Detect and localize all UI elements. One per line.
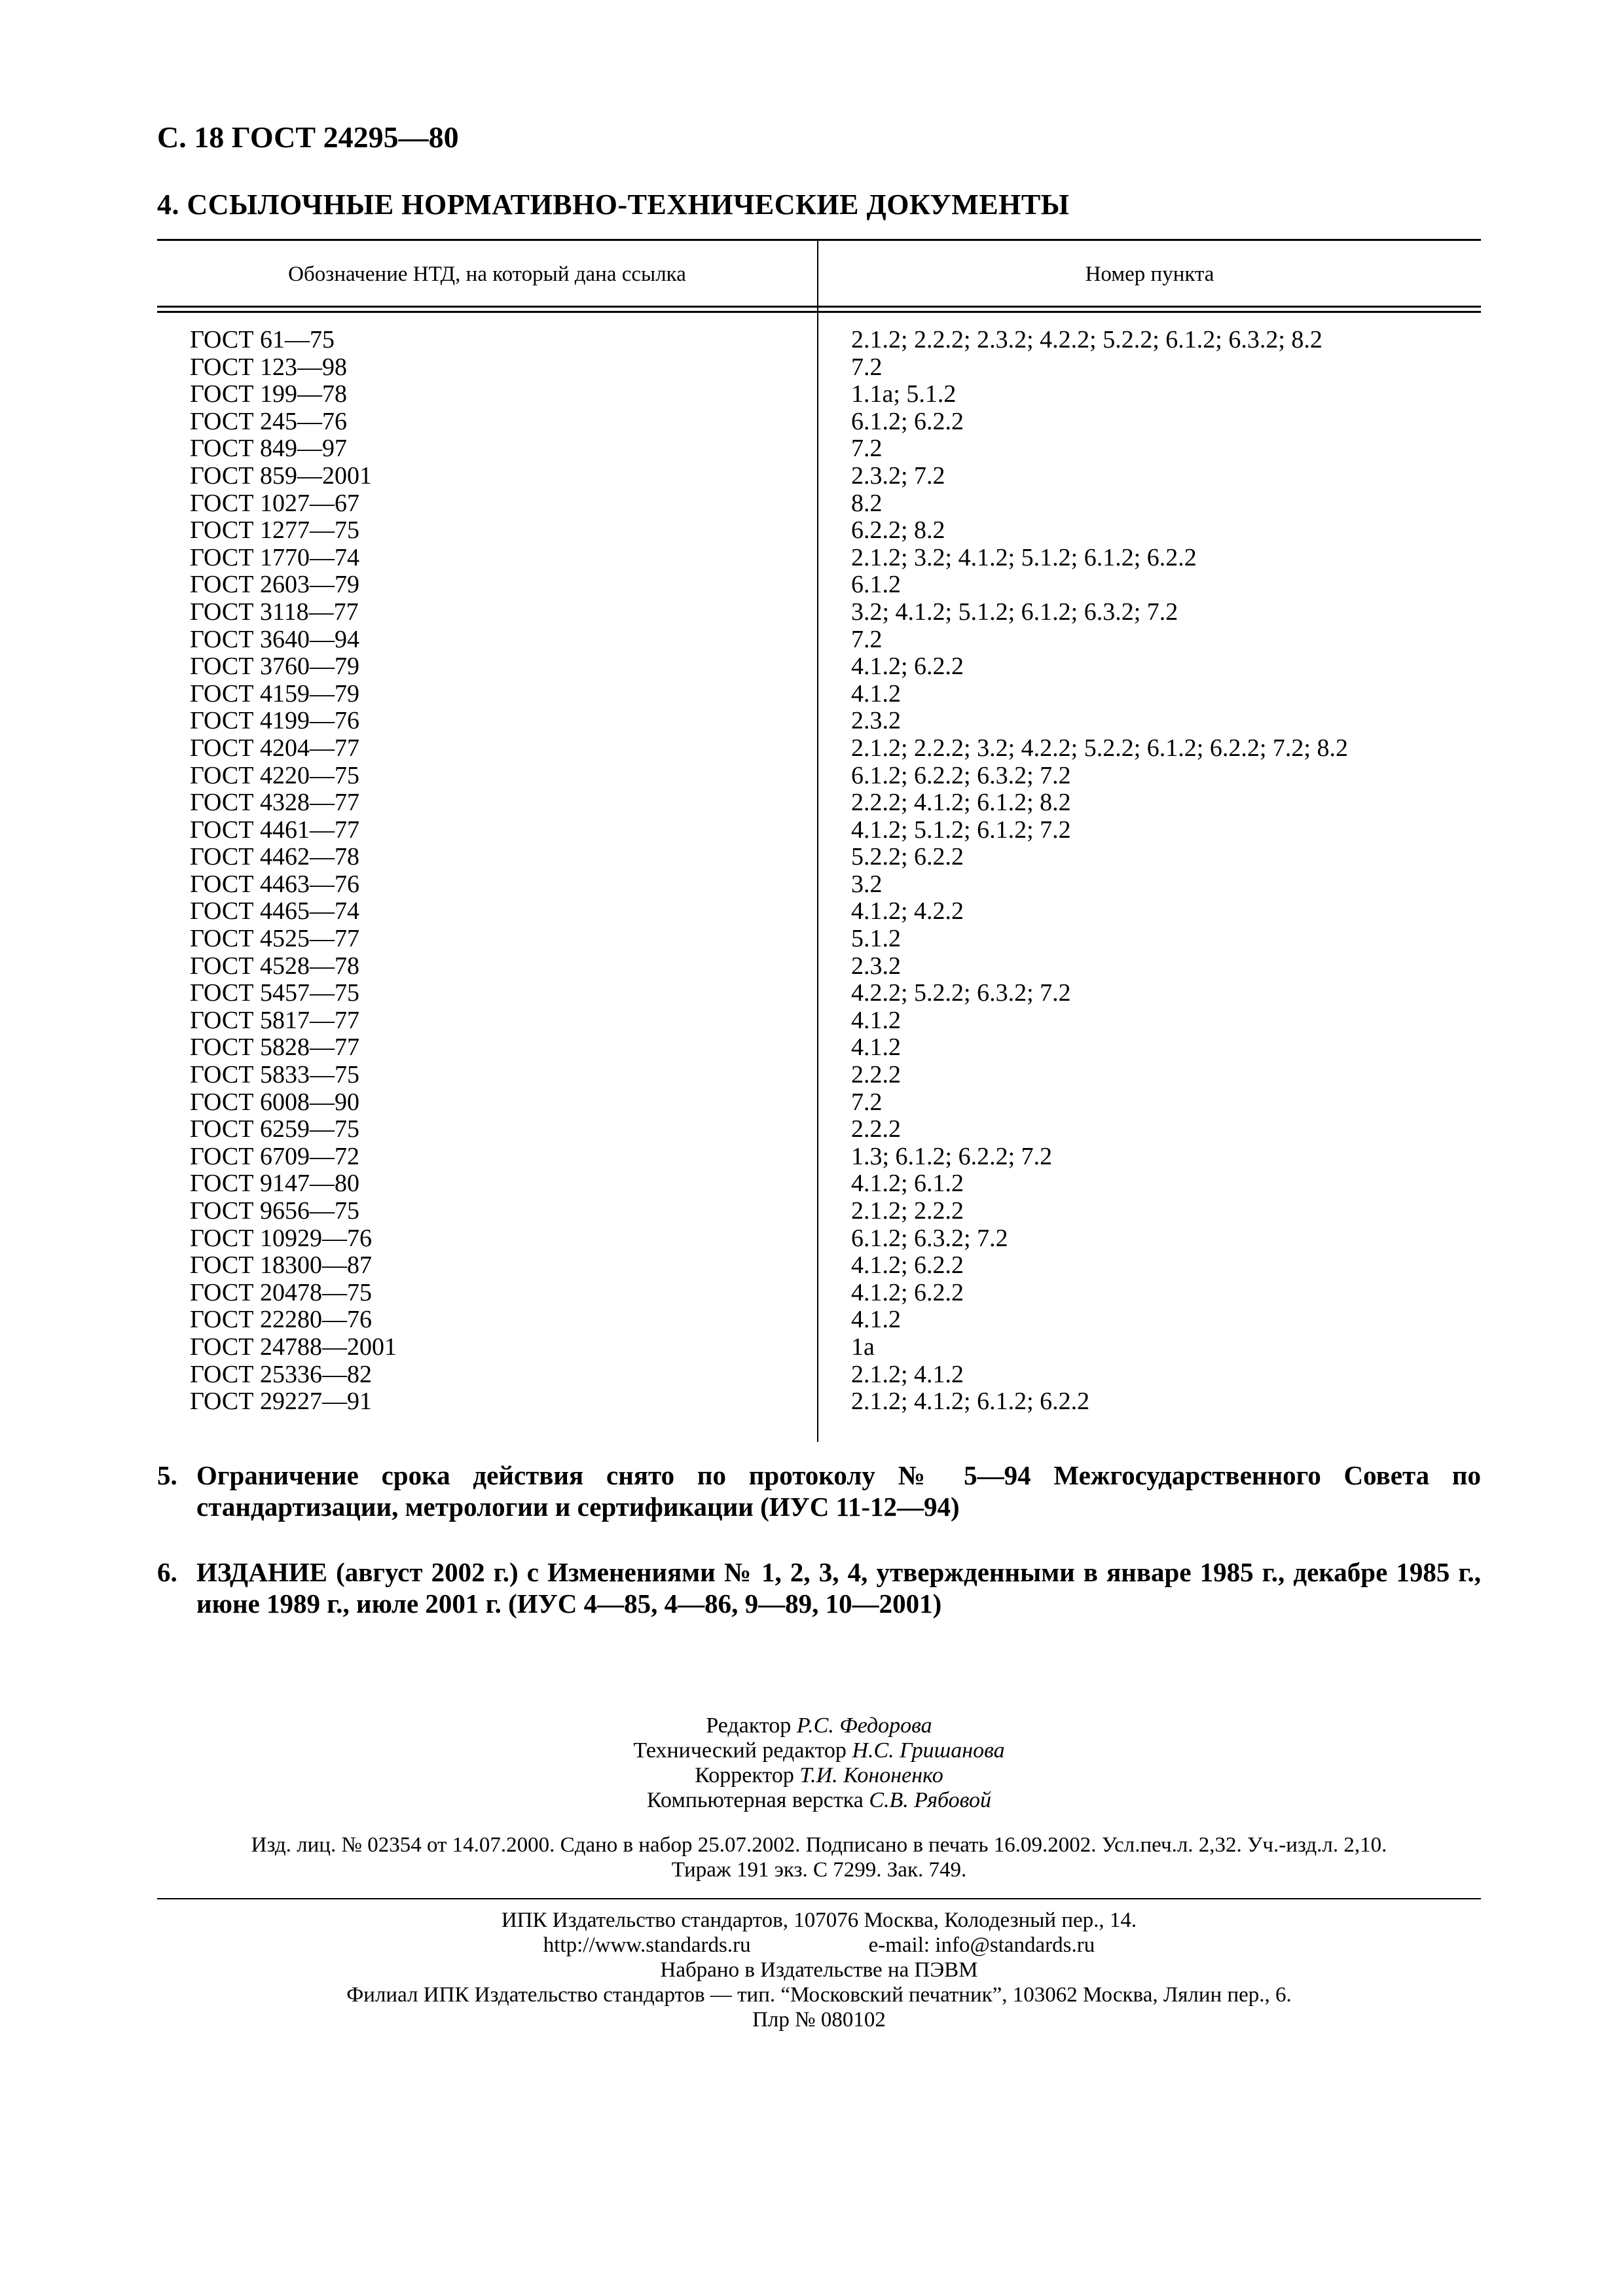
table-row — [157, 817, 1481, 844]
note-5-text: Ограничение срока действия снято по протоколу № 5—94 Межгосударственного Совета по стандартизации, метрологии и сертификации (ИУС 11-12—94) — [196, 1460, 1481, 1522]
row-doc: ГОСТ 4462—78 — [190, 843, 359, 871]
row-items: 4.1.2 — [851, 679, 901, 708]
table-row — [157, 408, 1481, 436]
table-row — [157, 898, 1481, 925]
table-row — [157, 844, 1481, 871]
row-doc: ГОСТ 6259—75 — [190, 1115, 359, 1143]
row-doc: ГОСТ 5457—75 — [190, 979, 359, 1007]
row-doc: ГОСТ 4220—75 — [190, 761, 359, 789]
row-doc: ГОСТ 199—78 — [190, 380, 347, 408]
row-items: 4.1.2 — [851, 1006, 901, 1034]
table-row — [157, 1170, 1481, 1198]
publisher-web — [157, 1933, 1481, 1958]
column-header-items: Номер пункта — [1085, 262, 1214, 286]
table-row — [157, 1062, 1481, 1089]
row-items: 2.2.2 — [851, 1115, 901, 1143]
table-row — [157, 1198, 1481, 1225]
table-row — [157, 327, 1481, 354]
row-items: 2.3.2; 7.2 — [851, 461, 945, 490]
row-items: 4.1.2; 6.1.2 — [851, 1170, 964, 1198]
table-row — [157, 1225, 1481, 1253]
table-row — [157, 1334, 1481, 1361]
table-row — [157, 545, 1481, 572]
row-doc: ГОСТ 22280—76 — [190, 1306, 372, 1334]
table-row — [157, 626, 1481, 654]
table-row — [157, 381, 1481, 408]
row-items: 2.1.2; 3.2; 4.1.2; 5.1.2; 6.1.2; 6.2.2 — [851, 543, 1197, 571]
table-row — [157, 708, 1481, 735]
row-items: 5.2.2; 6.2.2 — [851, 843, 964, 871]
row-items: 2.1.2; 4.1.2 — [851, 1360, 964, 1388]
row-doc: ГОСТ 1277—75 — [190, 516, 359, 545]
table-row — [157, 953, 1481, 980]
row-doc: ГОСТ 3640—94 — [190, 625, 359, 653]
row-items: 1.1а; 5.1.2 — [851, 380, 957, 408]
table-row — [157, 871, 1481, 899]
imprint — [157, 1833, 1481, 1882]
row-items: 8.2 — [851, 489, 883, 517]
table-row — [157, 925, 1481, 953]
row-items: 7.2 — [851, 625, 883, 653]
row-items: 1.3; 6.1.2; 6.2.2; 7.2 — [851, 1142, 1053, 1170]
table-row — [157, 1280, 1481, 1307]
row-doc: ГОСТ 10929—76 — [190, 1224, 372, 1252]
row-doc: ГОСТ 4461—77 — [190, 816, 359, 844]
row-items: 2.2.2 — [851, 1061, 901, 1089]
row-items: 5.1.2 — [851, 925, 901, 953]
table-row — [157, 354, 1481, 382]
table-row — [157, 1143, 1481, 1171]
row-doc: ГОСТ 4199—76 — [190, 707, 359, 735]
credit-corrector: Корректор Т.И. Кононенко — [695, 1763, 943, 1787]
table-row — [157, 980, 1481, 1007]
row-doc: ГОСТ 18300—87 — [190, 1251, 372, 1280]
row-doc: ГОСТ 2603—79 — [190, 571, 359, 599]
row-items: 7.2 — [851, 1088, 883, 1116]
table-body — [157, 327, 1481, 1416]
table-row — [157, 463, 1481, 490]
table-row — [157, 1116, 1481, 1143]
publisher-branch: Филиал ИПК Издательство стандартов — тип. “Московский печатник”, 103062 Москва, Лялин пер., 6. — [346, 1983, 1292, 2007]
table-row — [157, 1388, 1481, 1416]
table-row — [157, 1007, 1481, 1035]
note-6-number: 6. — [157, 1557, 177, 1587]
row-items: 4.2.2; 5.2.2; 6.3.2; 7.2 — [851, 979, 1071, 1007]
table-row — [157, 1034, 1481, 1062]
row-items: 4.1.2 — [851, 1306, 901, 1334]
row-doc: ГОСТ 4465—74 — [190, 897, 359, 925]
row-doc: ГОСТ 245—76 — [190, 407, 347, 435]
row-doc: ГОСТ 5828—77 — [190, 1033, 359, 1062]
note-6 — [157, 1556, 1481, 1619]
row-doc: ГОСТ 9147—80 — [190, 1170, 359, 1198]
row-items: 7.2 — [851, 353, 883, 381]
credit-editor: Редактор Р.С. Федорова — [706, 1713, 932, 1738]
table-row — [157, 653, 1481, 681]
header-rule — [157, 306, 1481, 308]
header-rule-double — [157, 311, 1481, 313]
row-doc: ГОСТ 5833—75 — [190, 1061, 359, 1089]
row-doc: ГОСТ 9656—75 — [190, 1197, 359, 1225]
row-items: 2.3.2 — [851, 952, 901, 980]
publisher-email: e-mail: info@standards.ru — [868, 1933, 1095, 1957]
row-doc: ГОСТ 4525—77 — [190, 925, 359, 953]
row-doc: ГОСТ 3760—79 — [190, 653, 359, 681]
publisher-address: ИПК Издательство стандартов, 107076 Москва, Колодезный пер., 14. — [501, 1909, 1137, 1932]
row-items: 3.2; 4.1.2; 5.1.2; 6.1.2; 6.3.2; 7.2 — [851, 598, 1178, 626]
row-items: 4.1.2; 6.2.2 — [851, 1278, 964, 1306]
table-row — [157, 681, 1481, 708]
row-items: 4.1.2; 6.2.2 — [851, 653, 964, 681]
row-items: 6.1.2; 6.2.2 — [851, 407, 964, 435]
row-items: 2.2.2; 4.1.2; 6.1.2; 8.2 — [851, 789, 1071, 817]
row-items: 4.1.2 — [851, 1033, 901, 1062]
column-header-doc: Обозначение НТД, на который дана ссылка — [288, 262, 686, 286]
page-header: С. 18 ГОСТ 24295—80 — [157, 120, 459, 154]
row-doc: ГОСТ 20478—75 — [190, 1278, 372, 1306]
row-doc: ГОСТ 4463—76 — [190, 870, 359, 898]
row-items: 6.1.2; 6.2.2; 6.3.2; 7.2 — [851, 761, 1071, 789]
row-doc: ГОСТ 1027—67 — [190, 489, 359, 517]
row-doc: ГОСТ 29227—91 — [190, 1388, 372, 1416]
table-row — [157, 490, 1481, 518]
table-row — [157, 789, 1481, 817]
row-items: 4.1.2; 6.2.2 — [851, 1251, 964, 1280]
row-doc: ГОСТ 61—75 — [190, 326, 335, 353]
row-items: 6.1.2; 6.3.2; 7.2 — [851, 1224, 1008, 1252]
table-row — [157, 599, 1481, 626]
row-items: 4.1.2; 5.1.2; 6.1.2; 7.2 — [851, 816, 1071, 844]
row-doc: ГОСТ 3118—77 — [190, 598, 359, 626]
table-row — [157, 1361, 1481, 1389]
row-doc: ГОСТ 4328—77 — [190, 789, 359, 817]
row-items: 2.3.2 — [851, 707, 901, 735]
row-doc: ГОСТ 6709—72 — [190, 1142, 359, 1170]
row-doc: ГОСТ 5817—77 — [190, 1006, 359, 1034]
publisher-typeset: Набрано в Издательстве на ПЭВМ — [660, 1958, 978, 1982]
note-5-number: 5. — [157, 1460, 177, 1490]
publisher-license: Плр № 080102 — [752, 2008, 886, 2032]
imprint-line-2: Тираж 191 экз. С 7299. Зак. 749. — [671, 1858, 967, 1882]
table-row — [157, 735, 1481, 762]
row-items: 7.2 — [851, 435, 883, 463]
table-row — [157, 1252, 1481, 1280]
row-doc: ГОСТ 1770—74 — [190, 543, 359, 571]
row-items: 6.1.2 — [851, 571, 901, 599]
table-row — [157, 1089, 1481, 1117]
row-items: 2.1.2; 4.1.2; 6.1.2; 6.2.2 — [851, 1388, 1090, 1416]
row-doc: ГОСТ 4159—79 — [190, 679, 359, 708]
table-row — [157, 435, 1481, 463]
row-doc: ГОСТ 849—97 — [190, 435, 347, 463]
row-items: 2.1.2; 2.2.2; 3.2; 4.2.2; 5.2.2; 6.1.2; 6.2.2; 7.2; 8.2 — [851, 734, 1348, 762]
section-title: 4. ССЫЛОЧНЫЕ НОРМАТИВНО-ТЕХНИЧЕСКИЕ ДОКУМЕНТЫ — [157, 188, 1070, 221]
row-doc: ГОСТ 6008—90 — [190, 1088, 359, 1116]
row-doc: ГОСТ 4528—78 — [190, 952, 359, 980]
row-items: 6.2.2; 8.2 — [851, 516, 945, 545]
table-top-rule — [157, 239, 1481, 241]
row-items: 2.1.2; 2.2.2; 2.3.2; 4.2.2; 5.2.2; 6.1.2; 6.3.2; 8.2 — [851, 326, 1322, 353]
imprint-rule — [157, 1898, 1481, 1899]
publisher-info — [157, 1908, 1481, 2032]
credit-tech-editor: Технический редактор Н.С. Гришанова — [633, 1738, 1005, 1763]
row-items: 3.2 — [851, 870, 883, 898]
note-6-text: ИЗДАНИЕ (август 2002 г.) с Изменениями № 1, 2, 3, 4, утвержденными в январе 1985 г., декабре 1985 г., июне 1989 г., июле 2001 г. (ИУС 4—85, 4—86, 9—89, 10—2001) — [196, 1557, 1481, 1619]
row-doc: ГОСТ 25336—82 — [190, 1360, 372, 1388]
row-items: 1а — [851, 1333, 875, 1361]
credits — [157, 1713, 1481, 1813]
credit-layout: Компьютерная верстка С.В. Рябовой — [646, 1788, 991, 1812]
row-doc: ГОСТ 859—2001 — [190, 461, 372, 490]
table-row — [157, 517, 1481, 545]
row-doc: ГОСТ 24788—2001 — [190, 1333, 397, 1361]
table-row — [157, 762, 1481, 790]
row-items: 4.1.2; 4.2.2 — [851, 897, 964, 925]
note-5 — [157, 1460, 1481, 1522]
publisher-website: http://www.standards.ru — [543, 1933, 751, 1957]
imprint-line-1: Изд. лиц. № 02354 от 14.07.2000. Сдано в набор 25.07.2002. Подписано в печать 16.09.2002. Усл.печ.л. 2,32. Уч.-изд.л. 2,10. — [251, 1833, 1387, 1857]
table-row — [157, 1306, 1481, 1334]
table-row — [157, 571, 1481, 599]
row-items: 2.1.2; 2.2.2 — [851, 1197, 964, 1225]
row-doc: ГОСТ 4204—77 — [190, 734, 359, 762]
row-doc: ГОСТ 123—98 — [190, 353, 347, 381]
